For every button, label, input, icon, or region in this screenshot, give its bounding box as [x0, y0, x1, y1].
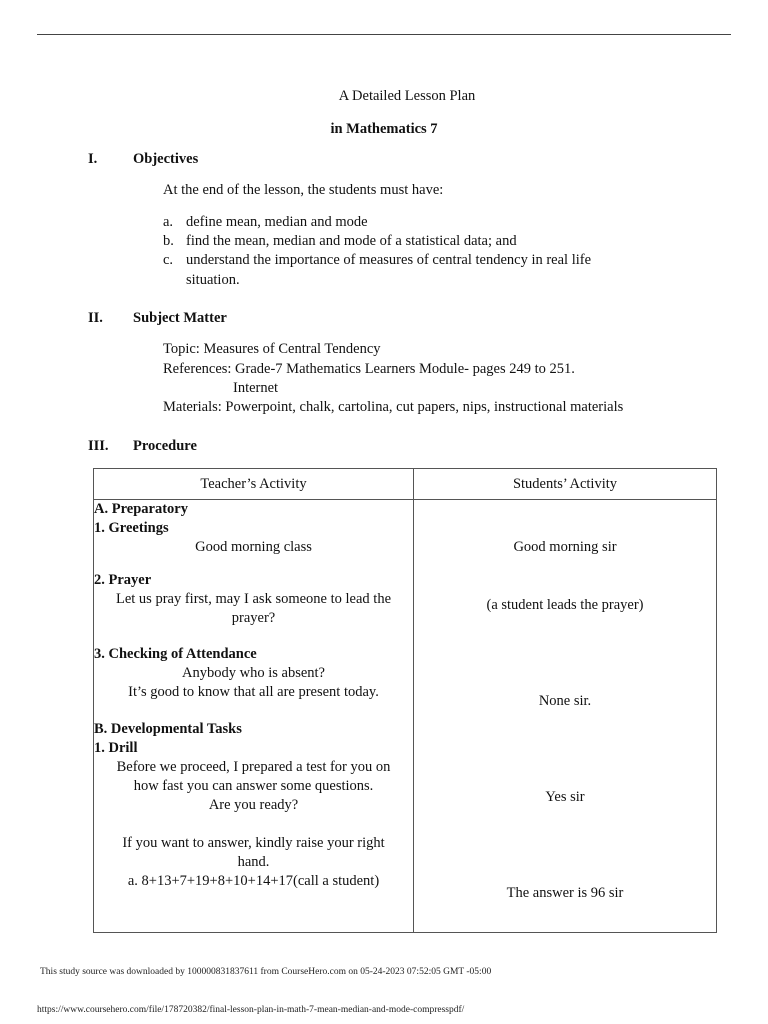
- prayer-heading: 2. Prayer: [94, 572, 152, 588]
- drill-line: Are you ready?: [208, 797, 299, 813]
- greetings-line: Good morning class: [195, 539, 312, 555]
- students-activity-cell: [414, 500, 717, 933]
- objective-item: define mean, median and mode: [186, 214, 368, 230]
- subject-topic: Topic: Measures of Central Tendency: [163, 341, 381, 357]
- top-rule: [37, 34, 731, 35]
- table-header-row: [94, 469, 717, 500]
- drill-line: Before we proceed, I prepared a test for you on: [116, 759, 391, 775]
- objective-item-continuation: situation.: [186, 272, 240, 288]
- doc-subtitle: in Mathematics 7: [330, 121, 438, 137]
- table-row: [94, 500, 717, 933]
- answer-line: a. 8+13+7+19+8+10+14+17(call a student): [127, 873, 380, 889]
- objectives-intro: At the end of the lesson, the students must have:: [163, 182, 444, 198]
- objective-item: understand the importance of measures of central tendency in real life: [186, 252, 592, 268]
- student-response: Good morning sir: [513, 539, 617, 555]
- section-heading-subject-matter: Subject Matter: [133, 310, 227, 326]
- subject-references: References: Grade-7 Mathematics Learners Module- pages 249 to 251.: [163, 361, 575, 377]
- download-note: This study source was downloaded by 100000831837611 from CourseHero.com on 05-24-2023 07:52:05 GMT -05:00: [40, 967, 492, 977]
- answer-line: hand.: [237, 854, 270, 870]
- student-response: (a student leads the prayer): [486, 597, 644, 613]
- developmental-heading: B. Developmental Tasks: [94, 721, 242, 737]
- attendance-line: Anybody who is absent?: [182, 665, 325, 681]
- greetings-heading: 1. Greetings: [94, 520, 169, 536]
- list-marker: c.: [163, 252, 174, 268]
- attendance-heading: 3. Checking of Attendance: [94, 646, 257, 662]
- prayer-line: Let us pray first, may I ask someone to lead the: [115, 591, 392, 607]
- doc-title: A Detailed Lesson Plan: [338, 88, 476, 104]
- section-numeral: III.: [88, 438, 109, 454]
- procedure-table: [93, 468, 717, 933]
- header-students-activity: Students’ Activity: [414, 469, 717, 500]
- subject-references-continuation: Internet: [233, 380, 279, 396]
- drill-line: how fast you can answer some questions.: [133, 778, 374, 794]
- section-heading-objectives: Objectives: [133, 151, 199, 167]
- section-numeral: I.: [88, 151, 98, 167]
- source-url[interactable]: https://www.coursehero.com/file/178720382/final-lesson-plan-in-math-7-mean-median-and-mode-compresspdf/: [37, 1005, 465, 1015]
- teacher-activity-cell: [94, 500, 414, 933]
- student-response: The answer is 96 sir: [506, 885, 624, 901]
- header-teachers-activity: Teacher’s Activity: [94, 469, 414, 500]
- answer-line: If you want to answer, kindly raise your right: [122, 835, 385, 851]
- preparatory-heading: A. Preparatory: [94, 501, 188, 517]
- prayer-line: prayer?: [231, 610, 276, 626]
- section-heading-procedure: Procedure: [133, 438, 197, 454]
- section-numeral: II.: [88, 310, 103, 326]
- student-response: None sir.: [538, 693, 592, 709]
- list-marker: a.: [163, 214, 174, 230]
- drill-heading: 1. Drill: [94, 740, 138, 756]
- subject-materials: Materials: Powerpoint, chalk, cartolina, cut papers, nips, instructional materials: [163, 399, 624, 415]
- attendance-line: It’s good to know that all are present today.: [128, 684, 379, 700]
- list-marker: b.: [163, 233, 174, 249]
- objective-item: find the mean, median and mode of a statistical data; and: [186, 233, 517, 249]
- student-response: Yes sir: [545, 789, 585, 805]
